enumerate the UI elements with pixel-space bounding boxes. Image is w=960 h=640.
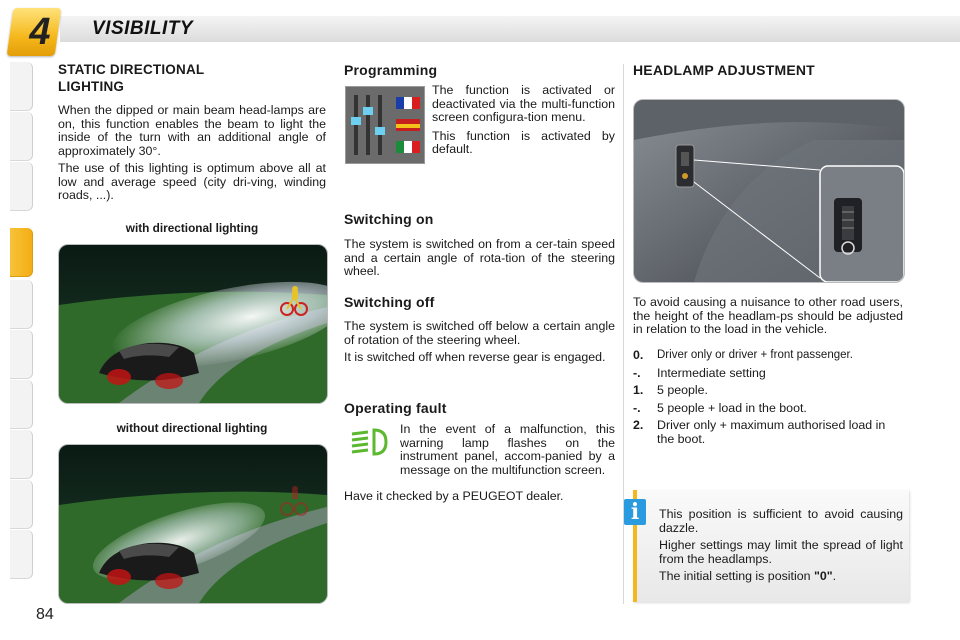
section-heading: HEADLAMP ADJUSTMENT: [633, 62, 815, 78]
list-item: [633, 419, 905, 446]
chapter-tab[interactable]: [10, 162, 33, 211]
list-item: [633, 402, 905, 416]
chapter-tab[interactable]: [10, 330, 33, 379]
static-lighting-section: [58, 62, 326, 203]
chapter-tab-active[interactable]: [10, 228, 33, 277]
configuration-menu-image: [345, 86, 425, 164]
paragraph: Have it checked by a PEUGEOT dealer.: [344, 489, 564, 503]
chapter-tab[interactable]: [10, 530, 33, 579]
info-icon: i: [624, 499, 646, 525]
position-text: Intermediate setting: [657, 365, 766, 380]
position-number: 0.: [633, 348, 644, 362]
info-note-box: [633, 490, 909, 602]
position-number: 2.: [633, 418, 644, 432]
chapter-tab[interactable]: [10, 380, 33, 429]
with-directional-lighting-image: [58, 244, 328, 404]
chapter-tab[interactable]: [10, 280, 33, 329]
chapter-tab[interactable]: [10, 112, 33, 161]
night-road-illustration: [59, 445, 327, 603]
position-text: 5 people + load in the boot.: [657, 400, 807, 415]
paragraph: The use of this lighting is optimum above all at low and average speed (city dri-ving, winding roads, ...).: [58, 161, 326, 202]
chapter-tabs: [0, 62, 34, 580]
paragraph: This position is sufficient to avoid causing dazzle.: [659, 507, 903, 535]
adjustment-positions-list: [633, 345, 905, 446]
paragraph: Higher settings may limit the spread of light from the headlamps.: [659, 538, 903, 566]
position-number: -.: [633, 400, 641, 415]
header-band: [60, 16, 960, 42]
switching-off-text: [344, 320, 615, 365]
paragraph: [659, 570, 903, 584]
chapter-tab[interactable]: [10, 480, 33, 529]
info-note-text: [659, 508, 903, 584]
night-road-illustration: [59, 245, 327, 403]
section-heading: LIGHTING: [58, 79, 125, 94]
programming-text: [432, 84, 615, 157]
section-heading: Switching off: [344, 294, 435, 310]
dashboard-illustration: [634, 100, 904, 282]
paragraph: The system is switched off below a certain angle of rotation of the steering wheel.: [344, 319, 615, 347]
section-heading: Switching on: [344, 211, 434, 227]
position-number: -.: [633, 365, 641, 380]
paragraph: It is switched off when reverse gear is engaged.: [344, 350, 606, 364]
paragraph: In the event of a malfunction, this warning lamp flashes on the instrument panel, accom-panied by a message on the multifunction screen.: [400, 422, 615, 477]
image-caption: with directional lighting: [125, 221, 259, 235]
list-item: [633, 384, 905, 398]
paragraph: To avoid causing a nuisance to other road users, the height of the headlam-ps should be adjusted in relation to the load in the vehicle.: [633, 295, 903, 336]
chapter-tab[interactable]: [10, 430, 33, 479]
info-text: .: [832, 569, 837, 583]
chapter-title: VISIBILITY: [92, 18, 194, 39]
chapter-tab[interactable]: [10, 62, 33, 111]
paragraph: This function is activated by default.: [432, 128, 615, 156]
page-header: [0, 0, 960, 53]
list-item: [633, 367, 905, 381]
list-item: [633, 349, 905, 363]
position-number: 1.: [633, 383, 644, 397]
warning-lamp-icon: [348, 424, 390, 460]
info-text: The initial setting is position: [659, 569, 814, 583]
page-number: 84: [36, 606, 54, 623]
headlamp-adjustment-image: [633, 99, 905, 283]
settings-screen-illustration: [346, 87, 424, 163]
chapter-number: 4: [29, 11, 51, 53]
paragraph: The system is switched on from a cer-tain speed and a certain angle of rota-tion of the steering wheel.: [344, 237, 615, 278]
image-caption: without directional lighting: [116, 421, 268, 435]
section-heading: STATIC DIRECTIONAL: [58, 62, 205, 77]
headlamp-warning-icon: [348, 424, 390, 460]
initial-position-value: "0": [813, 569, 833, 583]
without-directional-lighting-image: [58, 444, 328, 604]
section-heading: Programming: [344, 62, 438, 78]
paragraph: When the dipped or main beam head-lamps are on, this function enables the beam to light the inside of the turn with an additional angle of approximately 30°.: [58, 103, 326, 158]
position-text: Driver only + maximum authorised load in the boot.: [657, 418, 886, 446]
position-text: 5 people.: [657, 383, 708, 397]
section-heading: Operating fault: [344, 400, 447, 416]
paragraph: The function is activated or deactivated via the multi-function screen configura-tion menu.: [432, 83, 615, 124]
position-text: Driver only or driver + front passenger.: [657, 349, 853, 361]
